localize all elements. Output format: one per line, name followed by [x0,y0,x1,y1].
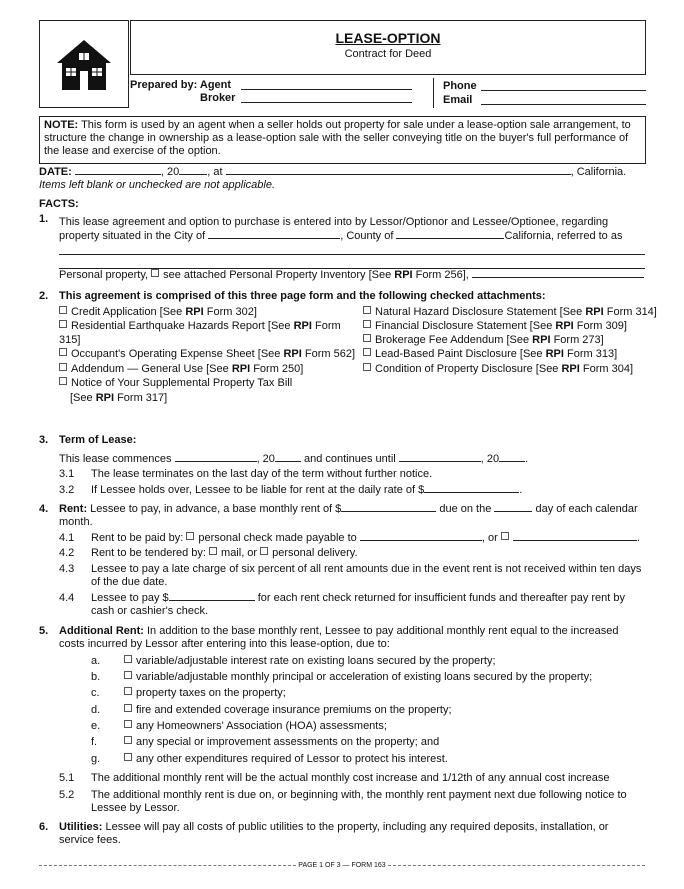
additional-rent-item-key: a. [91,655,101,667]
attach-label: Credit Application [See RPI Form 302] [71,306,257,318]
p31-num: 3.1 [59,468,75,480]
commence-date-field[interactable] [175,460,257,462]
p44-label: Lessee to pay $ [91,592,169,604]
nsf-fee-field[interactable] [169,599,255,601]
place-field[interactable] [226,173,571,175]
attach-credit[interactable] [59,306,257,319]
other-payment-checkbox[interactable] [501,532,509,540]
p31-text: The lease terminates on the last day of the term without further notice. [91,468,433,480]
footer [39,858,645,872]
additional-rent-item[interactable] [124,687,286,700]
attach-brokerage[interactable] [363,334,604,347]
date-row [39,166,626,179]
due-day-field[interactable] [494,510,532,512]
personal-row [59,269,644,282]
attach-nhd[interactable] [363,306,657,319]
s5-line2: costs incurred by Lessor after entering into this lease-option, due to: [59,638,390,650]
form-title: LEASE-OPTION [335,30,441,46]
note-box [39,116,646,164]
s6-text: Lessee will pay all costs of public utilities to the property, including any required deposits, installation, or [102,821,609,833]
rpi-text: RPI [394,269,413,281]
city-label: property situated in the City of [59,230,206,242]
checkbox[interactable] [59,377,67,385]
p44-cont: cash or cashier's check. [91,605,209,617]
attach-tax[interactable] [59,377,292,390]
additional-rent-item-key: b. [91,671,101,683]
header-divider [433,78,434,108]
p51-num: 5.1 [59,772,75,784]
referred-label: California, referred to as [504,230,623,242]
personal-field[interactable] [472,276,644,278]
additional-rent-item[interactable] [124,720,387,733]
note-label: NOTE: [44,119,79,131]
s5-num: 5. [39,625,49,637]
checkbox[interactable] [363,363,371,371]
p44-num: 4.4 [59,592,75,604]
attach-label: Natural Hazard Disclosure Statement [See RPI Form 314] [375,306,657,318]
logo-box [39,20,129,108]
additional-rent-item-label: variable/adjustable monthly principal or acceleration of existing loans secured by the property; [136,671,593,683]
checkbox[interactable] [124,753,132,761]
other-payment-field[interactable] [513,539,637,541]
additional-rent-item-label: property taxes on the property; [136,687,286,699]
broker-label: Broker [200,92,236,104]
checkbox[interactable] [124,671,132,679]
year-field[interactable] [179,173,207,175]
note-text: This form is used by an agent when a seller holds out property for sale under a lease-option sale arrangement, to structure the change in ownership as a lease-option sale with the seller conveying title on the buyer's full performance of the lease and exercise of the option. [44,119,631,157]
until-date-field[interactable] [399,460,481,462]
additional-rent-item-key: f. [91,736,98,748]
additional-rent-item-label: fire and extended coverage insurance premiums on the property; [136,704,452,716]
additional-rent-item-label: any Homeowners' Association (HOA) assessments; [136,720,387,732]
additional-rent-item[interactable] [124,753,448,766]
state-label: , California. [570,166,627,178]
s6-line2: service fees. [59,834,121,846]
checkbox[interactable] [124,655,132,663]
attach-financial[interactable] [363,320,627,333]
checkbox[interactable] [363,334,371,342]
payee-field[interactable] [360,539,482,541]
title-box [130,20,646,75]
p41-num: 4.1 [59,532,75,544]
attach-condition[interactable] [363,363,633,376]
county-field[interactable] [396,237,504,239]
checkbox[interactable] [363,306,371,314]
additional-rent-item-label: any special or improvement assessments on the property; and [136,736,440,748]
additional-rent-item-label: variable/adjustable interest rate on existing loans secured by the property; [136,655,496,667]
attach-label: Brokerage Fee Addendum [See RPI Form 273] [375,334,604,346]
attach-label: Addendum — General Use [See RPI Form 250] [71,363,304,375]
p43-text: Lessee to pay a late charge of six percent of all rent amounts due in the event rent is not received within ten days [91,563,642,575]
checkbox[interactable] [363,348,371,356]
additional-rent-item[interactable] [124,736,439,749]
p32-num: 3.2 [59,484,75,496]
s3-num: 3. [39,434,49,446]
additional-rent-item-key: c. [91,687,100,699]
personal-delivery-checkbox[interactable] [260,547,268,555]
p41-label: Rent to be paid by: [91,532,184,544]
delivery-label: personal delivery. [272,547,358,559]
prepared-by-label: Prepared by: Agent [130,79,232,91]
agent-field[interactable] [241,89,412,90]
checkbox[interactable] [363,320,371,328]
p52-num: 5.2 [59,789,75,801]
additional-rent-item-label: any other expenditures required of Lessor to protect his interest. [136,753,448,765]
phone-field[interactable] [481,90,646,91]
check-payable-checkbox[interactable] [186,532,194,540]
additional-rent-item[interactable] [124,704,452,717]
p41-row: Rent to be paid by: personal check made payable to , or . [91,532,640,544]
continues-label: and continues until [303,453,396,465]
s5-text: In addition to the base monthly rent, Lessee to pay additional monthly rent equal to the increased [143,625,619,637]
p43-num: 4.3 [59,563,75,575]
s3-commences: This lease commences , 20 and continues until , 20 . [59,453,529,465]
attach-label: Condition of Property Disclosure [See RPI Form 304] [375,363,634,375]
form-subtitle: Contract for Deed [344,48,432,60]
additional-rent-item-key: d. [91,704,101,716]
house-icon [40,21,128,107]
s4-num: 4. [39,503,49,515]
additional-rent-item[interactable] [124,671,592,684]
p42-label: Rent to be tendered by: [91,547,206,559]
s4-text: Lessee to pay, in advance, a base monthly rent of $ [87,503,342,515]
property-field-1[interactable] [59,254,645,255]
additional-rent-item[interactable] [124,655,496,668]
at-label: , at [207,166,223,178]
personal-form: Form 256], [412,269,469,281]
s6-line1 [59,821,608,834]
s1-line2 [59,230,622,243]
s3-title: Term of Lease: [59,434,137,446]
checkbox[interactable] [124,736,132,744]
personal-label: Personal property, [59,269,149,281]
s5-title: Additional Rent: [59,625,144,637]
p32-text: If Lessee holds over, Lessee to be liable for rent at the daily rate of $ [91,484,425,496]
attach-tax-cont: [See RPI Form 317] [70,392,168,404]
attach-occupant[interactable] [59,348,355,361]
s2-num: 2. [39,290,49,302]
checkbox[interactable] [124,704,132,712]
p42-num: 4.2 [59,547,75,559]
attach-label: Financial Disclosure Statement [See RPI Form 309] [375,320,627,332]
yr-label: , 20 [256,453,275,465]
holdover-rate-field[interactable] [424,491,519,493]
p32-row: If Lessee holds over, Lessee to be liable for rent at the daily rate of $ . [91,484,523,496]
p43-text-cont: of the due date. [91,576,168,588]
yr-label: , 20 [480,453,500,465]
checkbox[interactable] [124,720,132,728]
s1-line1: This lease agreement and option to purchase is entered into by Lessor/Optionor and Lessee/Optionee, regarding [59,216,609,228]
calendar-label: day of each calendar [535,503,638,515]
county-label: , County of [340,230,394,242]
attach-addendum[interactable] [59,363,303,376]
s4-line1 [59,503,638,516]
s1-num: 1. [39,213,49,225]
rent-amount-field[interactable] [341,510,436,512]
additional-rent-item-key: g. [91,753,101,765]
year-prefix: , 20 [160,166,180,178]
p42-row [91,547,358,560]
date-label: DATE: [39,166,72,178]
email-label: Email [443,94,473,106]
broker-field[interactable] [241,102,412,103]
mail-checkbox[interactable] [209,547,217,555]
city-field[interactable] [208,237,340,239]
commence-year-field[interactable] [275,460,301,462]
attach-earthquake-cont: 315] [59,334,81,346]
s6-num: 6. [39,821,49,833]
p41-or: , or [481,532,498,544]
attach-label: Residential Earthquake Hazards Report [See RPI Form [71,320,341,332]
facts-label: FACTS: [39,198,79,210]
blank-note: Items left blank or unchecked are not applicable. [39,179,276,191]
s6-title: Utilities: [59,821,103,833]
checkbox[interactable] [124,687,132,695]
s4-line2: month. [59,516,93,528]
checkbox[interactable] [59,363,67,371]
attach-lead[interactable] [363,348,617,361]
email-field[interactable] [481,104,646,105]
additional-rent-item-key: e. [91,720,101,732]
attach-label: Notice of Your Supplemental Property Tax Bill [71,377,293,389]
s4-title: Rent: [59,503,88,515]
p44-text: for each rent check returned for insufficient funds and thereafter pay rent by [257,592,626,604]
s2-title: This agreement is comprised of this three page form and the following checked attachments: [59,290,546,302]
p52-text: The additional monthly rent is due on, or beginning with, the monthly rent payment next due following notice to [91,789,627,801]
checkbox[interactable] [59,306,67,314]
due-label: due on the [439,503,492,515]
page-number: PAGE 1 OF 3 — FORM 163 [298,861,386,869]
date-field[interactable] [75,173,161,175]
commences-label: This lease commences [59,453,172,465]
until-year-field[interactable] [499,460,525,462]
s5-line1 [59,625,618,638]
attach-earthquake[interactable] [59,320,341,333]
mail-label: mail, or [221,547,258,559]
p44-row [91,592,625,605]
personal-text: see attached Personal Property Inventory [See [163,269,395,281]
attach-label: Occupant's Operating Expense Sheet [See RPI Form 562] [71,348,355,360]
p52-cont: Lessee by Lessor. [91,802,180,814]
checkbox[interactable] [59,320,67,328]
p41-check-label: personal check made payable to [198,532,357,544]
checkbox[interactable] [59,348,67,356]
attach-label: Lead-Based Paint Disclosure [See RPI Form 313] [375,348,618,360]
personal-checkbox[interactable] [151,269,159,277]
phone-label: Phone [443,80,477,92]
p51-text: The additional monthly rent will be the actual monthly cost increase and 1/12th of any annual cost increase [91,772,610,784]
